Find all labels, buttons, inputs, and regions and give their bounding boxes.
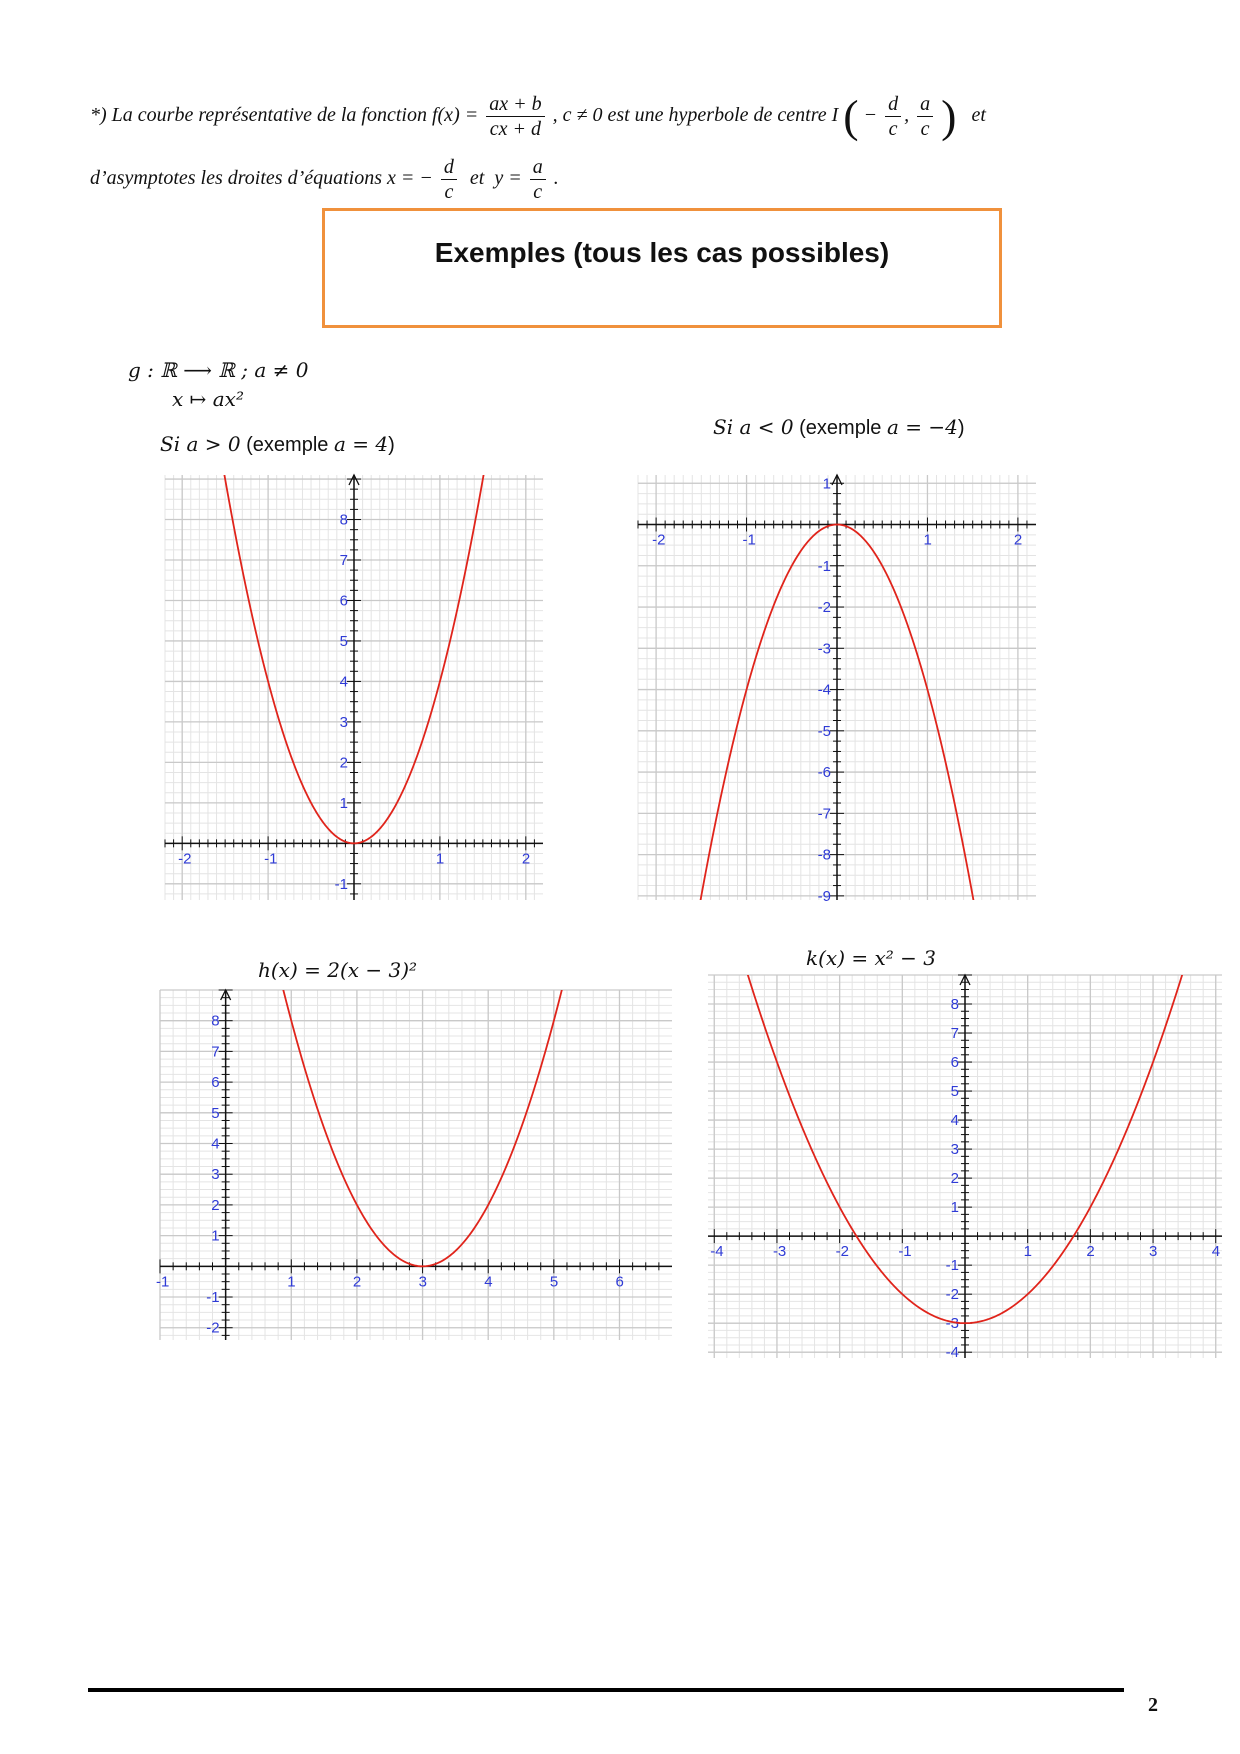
center-x-denominator: c [888, 118, 898, 140]
y-tick-label: -4 [945, 1344, 959, 1362]
x-tick-label: 3 [1149, 1243, 1158, 1261]
y-tick-label: 5 [211, 1104, 220, 1122]
intro-prefix: *) La courbe représentative de la fonction [90, 104, 432, 127]
x-tick-label: 2 [352, 1273, 362, 1291]
line2-prefix: d’asymptotes les droites d’équations [90, 167, 388, 190]
x-tick-label: -1 [898, 1243, 912, 1261]
fraction-center-y [917, 92, 933, 141]
y-tick-label: 6 [950, 1054, 959, 1072]
y-tick-label: 1 [822, 475, 831, 493]
caption-k: k(x) = x² − 3 [806, 946, 936, 970]
y-tick-label: 1 [950, 1199, 959, 1217]
x-tick-label: -4 [710, 1243, 724, 1261]
y-tick-label: 4 [339, 673, 348, 691]
fraction-f [486, 92, 544, 141]
caption-h: h(x) = 2(x − 3)² [258, 958, 418, 982]
x-tick-label: -2 [835, 1243, 849, 1261]
x-tick-label: 1 [1023, 1243, 1033, 1261]
x-tick-label: 2 [521, 850, 531, 868]
x-tick-label: 4 [1211, 1243, 1221, 1261]
page-number: 2 [1148, 1694, 1158, 1716]
x-tick-label: 1 [435, 850, 445, 868]
caption-negative-example: (exemple [793, 417, 887, 439]
y-tick-label: 5 [950, 1083, 959, 1101]
y-tick-label: -3 [945, 1315, 959, 1333]
caption-negative-condition: Si a < 0 [713, 415, 794, 439]
center-letter: I [831, 104, 839, 127]
y-tick-label: 7 [211, 1043, 220, 1061]
caption-positive-close: ) [388, 434, 395, 456]
examples-box [322, 208, 1002, 328]
intro-suffix: et [971, 104, 986, 127]
y-tick-label: 5 [339, 632, 348, 650]
y-tick-label: 2 [339, 754, 348, 772]
x-tick-label: 3 [418, 1273, 427, 1291]
y-tick-label: 3 [339, 713, 348, 731]
y-tick-label: -1 [945, 1257, 959, 1275]
y-tick-label: 3 [950, 1141, 959, 1159]
footer-rule [88, 1688, 1124, 1692]
y-tick-label: -2 [945, 1286, 959, 1304]
y-numerator: a [530, 155, 546, 180]
caption-positive-condition: Si a > 0 [160, 432, 241, 456]
intro-line-2 [90, 155, 559, 204]
y-equation: y = [494, 167, 522, 190]
intro-condition: , c ≠ 0 est une hyperbole de centre [552, 104, 832, 127]
x-tick-label: -1 [742, 531, 756, 549]
y-tick-label: 6 [211, 1074, 220, 1092]
x-tick-label: 1 [923, 531, 932, 549]
y-tick-label: -1 [206, 1289, 220, 1307]
fraction-f-denominator: cx + d [489, 118, 542, 140]
left-paren: ( [843, 90, 859, 142]
x-tick-label: -2 [178, 850, 192, 868]
y-tick-label: -2 [206, 1319, 220, 1337]
y-tick-label: 1 [211, 1227, 220, 1245]
y-tick-label: -8 [817, 846, 831, 864]
y-tick-label: 8 [950, 996, 959, 1014]
caption-positive [160, 432, 395, 457]
y-denominator: c [533, 181, 543, 203]
period: . [553, 167, 559, 190]
x-tick-label: 2 [1013, 531, 1023, 549]
y-tick-label: 7 [950, 1025, 959, 1043]
y-tick-label: -9 [817, 887, 831, 905]
caption-negative [713, 415, 965, 440]
x-tick-label: 4 [484, 1273, 493, 1291]
y-tick-label: -1 [334, 875, 348, 893]
y-tick-label: 7 [339, 552, 348, 569]
y-tick-label: 3 [211, 1166, 220, 1184]
graph-h-parabola [156, 990, 672, 1340]
examples-title: Exemples (tous les cas possibles) [434, 237, 890, 268]
y-tick-label: 4 [950, 1112, 959, 1130]
x-numerator: d [441, 155, 457, 180]
x-tick-label: 2 [1086, 1243, 1095, 1261]
y-tick-label: 4 [211, 1135, 220, 1153]
caption-positive-example: (exemple [240, 434, 334, 456]
y-tick-label: -6 [817, 764, 831, 782]
y-tick-label: -3 [817, 640, 831, 658]
caption-negative-eq: a = −4 [886, 415, 958, 439]
fraction-center-x [885, 92, 901, 141]
graph-k-parabola [708, 975, 1222, 1362]
y-tick-label: 2 [950, 1170, 959, 1188]
fraction-x [441, 155, 457, 204]
x-tick-label: -2 [652, 531, 666, 549]
center-x-numerator: d [885, 92, 901, 117]
y-tick-label: 6 [339, 592, 348, 610]
definition-line-2: x ↦ ax² [172, 387, 244, 411]
center-minus: − [863, 104, 878, 127]
y-tick-label: -1 [817, 557, 831, 575]
et-word: et [469, 167, 485, 190]
y-tick-label: -5 [817, 722, 831, 740]
x-tick-label: 1 [287, 1273, 296, 1291]
fx-label: f(x) = [431, 104, 479, 127]
right-paren: ) [941, 90, 957, 142]
y-tick-label: -7 [817, 805, 831, 823]
y-tick-label: -2 [817, 599, 831, 617]
x-tick-label: 6 [615, 1273, 624, 1291]
intro-line-1: *) La courbe représentative de la fonction f(x) = $\frac{ax + b}{cx + d}$ , c ≠ 0 est une hyperbole de centre I ( − $\frac{d}{c}$ , $\frac{a}{c}$ ) et [90, 90, 986, 142]
y-tick-label: -4 [817, 681, 831, 699]
x-denominator: c [444, 181, 454, 203]
x-tick-label: 5 [549, 1273, 559, 1291]
caption-positive-eq: a = 4 [333, 432, 389, 456]
x-tick-label: -1 [156, 1273, 170, 1291]
y-tick-label: 8 [339, 511, 348, 529]
fraction-y [530, 155, 546, 204]
graph-positive-parabola [165, 475, 543, 900]
y-tick-label: 8 [211, 1012, 220, 1030]
y-tick-label: 2 [211, 1196, 220, 1214]
x-equation: x = − [387, 167, 433, 190]
definition-line-1: g : ℝ ⟶ ℝ ; a ≠ 0 [128, 358, 309, 382]
center-y-denominator: c [920, 118, 930, 140]
caption-negative-close: ) [957, 417, 965, 439]
center-y-numerator: a [917, 92, 933, 117]
x-tick-label: -1 [264, 850, 278, 868]
fraction-f-numerator: ax + b [486, 92, 544, 117]
graph-negative-parabola [638, 475, 1036, 905]
x-tick-label: -3 [772, 1243, 787, 1261]
y-tick-label: 1 [339, 794, 348, 812]
